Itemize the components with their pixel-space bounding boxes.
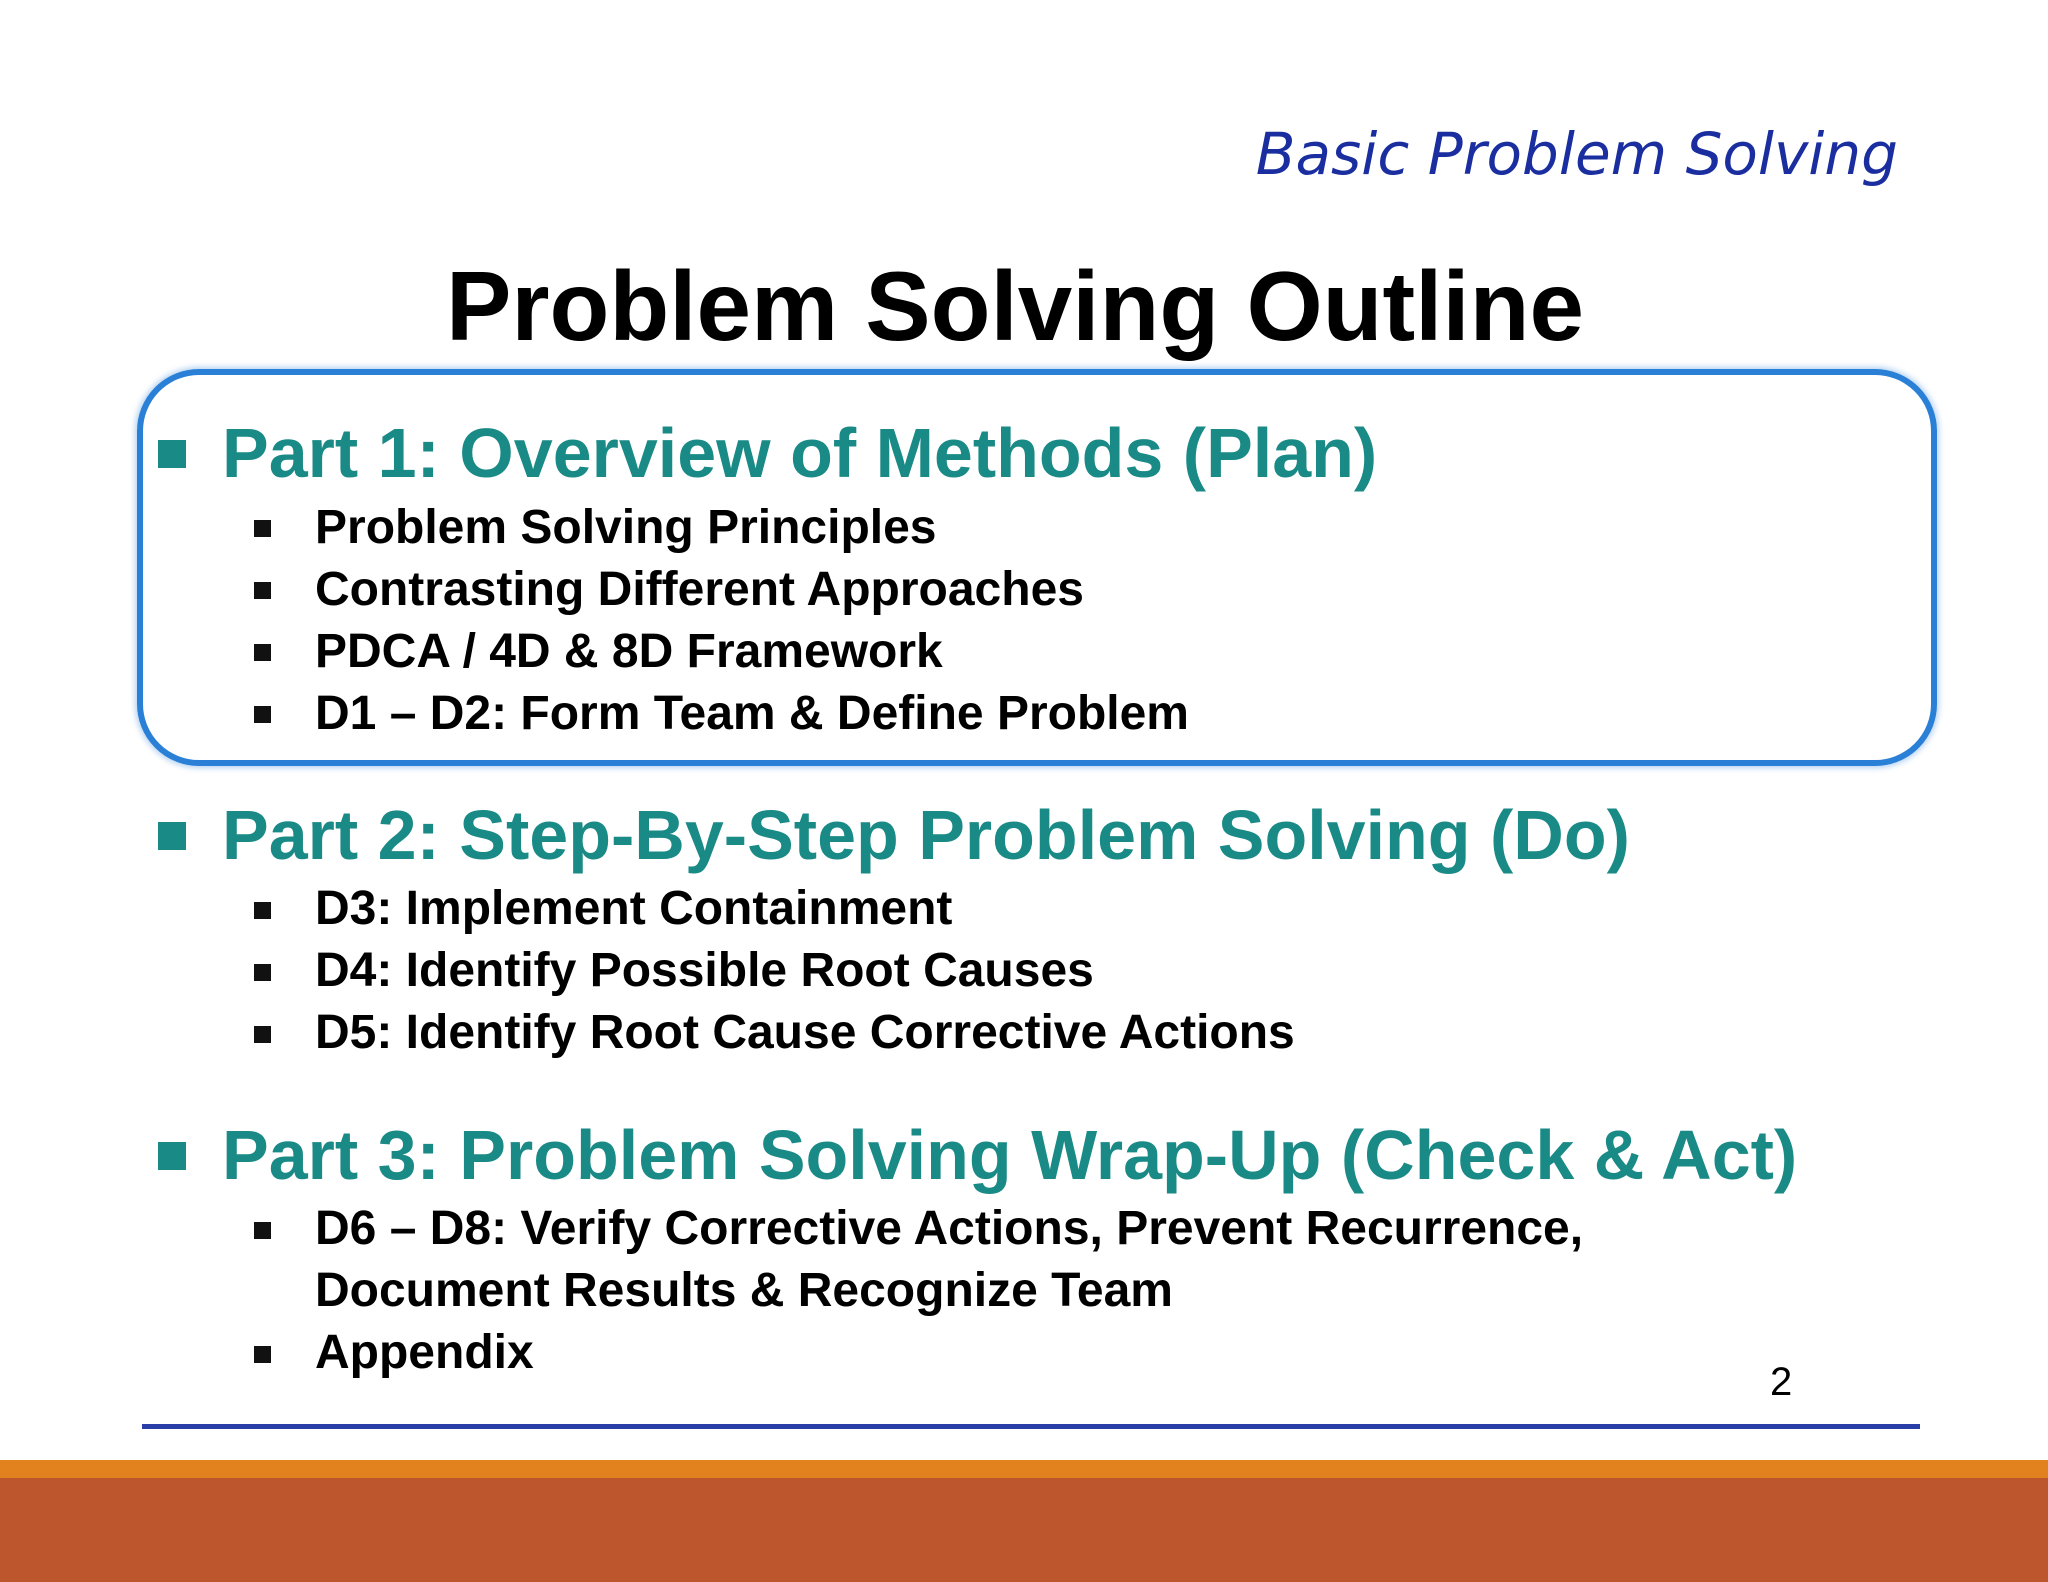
part2-heading: Part 2: Step-By-Step Problem Solving (Do) bbox=[222, 796, 1630, 874]
bullet-icon bbox=[254, 706, 271, 723]
list-item: D6 – D8: Verify Corrective Actions, Prevent Recurrence, bbox=[315, 1202, 1584, 1255]
footer-accent-band bbox=[0, 1460, 2048, 1478]
bullet-icon bbox=[254, 902, 271, 919]
slide-title: Problem Solving Outline bbox=[445, 251, 1584, 361]
list-item: D3: Implement Containment bbox=[315, 882, 953, 935]
part2-bullet-icon bbox=[158, 822, 186, 850]
list-item: PDCA / 4D & 8D Framework bbox=[315, 625, 943, 678]
bullet-icon bbox=[254, 964, 271, 981]
part1-heading: Part 1: Overview of Methods (Plan) bbox=[222, 414, 1378, 492]
list-item-continuation: Document Results & Recognize Team bbox=[315, 1264, 1173, 1317]
list-item: D5: Identify Root Cause Corrective Actions bbox=[315, 1006, 1295, 1059]
bullet-icon bbox=[254, 1222, 271, 1239]
bullet-icon bbox=[254, 1026, 271, 1043]
part3-bullet-icon bbox=[158, 1142, 186, 1170]
list-item: Appendix bbox=[315, 1326, 534, 1379]
part3-heading: Part 3: Problem Solving Wrap-Up (Check & Act) bbox=[222, 1116, 1798, 1194]
bullet-icon bbox=[254, 520, 271, 537]
list-item: D4: Identify Possible Root Causes bbox=[315, 944, 1094, 997]
list-item: D1 – D2: Form Team & Define Problem bbox=[315, 687, 1189, 740]
part1-bullet-icon bbox=[158, 440, 186, 468]
list-item: Problem Solving Principles bbox=[315, 501, 937, 554]
footer-band bbox=[0, 1478, 2048, 1582]
bullet-icon bbox=[254, 582, 271, 599]
footer-rule bbox=[142, 1424, 1920, 1429]
page-number: 2 bbox=[1770, 1360, 1793, 1404]
header-tag: Basic Problem Solving bbox=[1255, 120, 1898, 188]
bullet-icon bbox=[254, 644, 271, 661]
list-item: Contrasting Different Approaches bbox=[315, 563, 1084, 616]
bullet-icon bbox=[254, 1346, 271, 1363]
